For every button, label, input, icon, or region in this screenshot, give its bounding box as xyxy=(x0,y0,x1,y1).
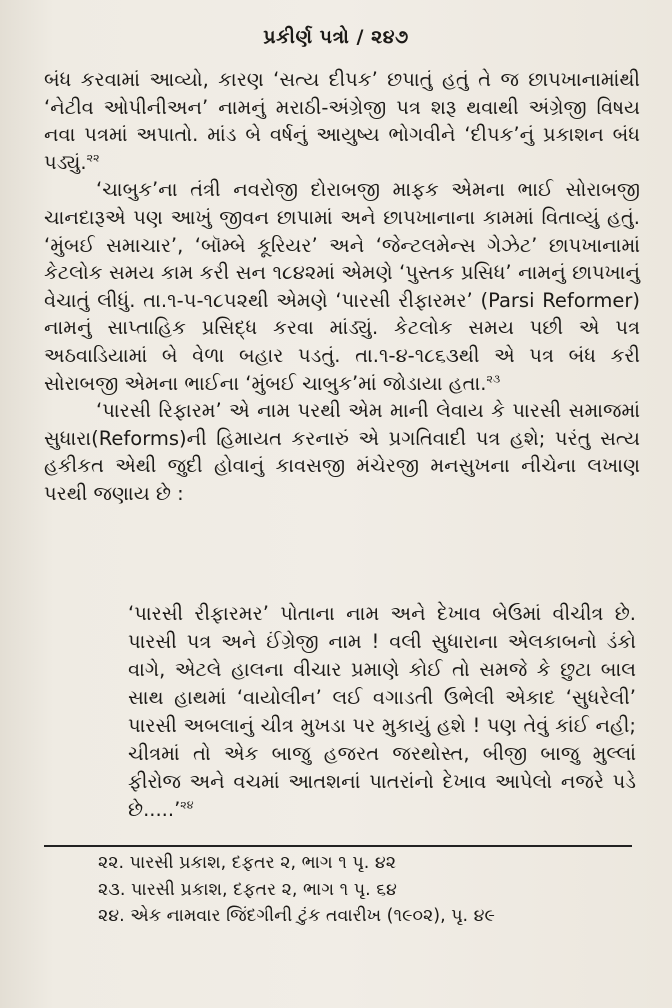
paragraph-1 xyxy=(44,66,640,176)
block-quote-text: ‘પારસી રીફારમર’ પોતાના નામ અને દેખાવ બેઉમાં વીચીત્ર છે. પારસી પત્ર અને ઈંગ્રેજી નામ ! વલી સુધારાના એલકાબનો ડંકો વાગે, એટલે હાલના વીચાર પ્રમાણે કોઈ તો સમજે કે છુટા બાલ સાથ હાથમાં ‘વાયોલીન’ લઈ વગાડતી ઉભેલી એકાદ ‘સુધરેલી’ પારસી અબલાનું ચીત્ર મુખડા પર મુકાયું હશે ! પણ તેવું કાંઈ નહી; ચીત્રમાં તો એક બાજુ હજરત જરથોસ્ત, બીજી બાજુ મુલ્લાં ફીરોજ અને વચમાં આતશનાં પાતરાંનો દેખાવ આપેલો નજરે પડે છે.....’ xyxy=(128,602,636,821)
footnote-ref-24: ૨૪ xyxy=(180,798,194,812)
footnote-24: ૨૪. એક નામવાર જિંદગીની ટુંક તવારીખ (૧૯૦૨), પૃ. ૪૯ xyxy=(98,906,495,926)
body-text xyxy=(44,66,640,508)
paragraph-2 xyxy=(44,176,640,397)
footnote-23: ૨૩. પારસી પ્રકાશ, દફતર ૨, ભાગ ૧ પૃ. ૬૪ xyxy=(98,879,397,900)
paragraph-1-text: બંધ કરવામાં આવ્યો, કારણ ‘સત્ય દીપક’ છપાતું હતું તે જ છાપખાનામાંથી ‘નેટીવ ઓપીનીઅન’ નામનું મરાઠી-અંગ્રેજી પત્ર શરૂ થવાથી અંગ્રેજી વિષય નવા પત્રમાં અપાતો. માંડ બે વર્ષનું આયુષ્ય ભોગવીને ‘દીપક’નું પ્રકાશન બંધ પડ્યું. xyxy=(44,68,640,174)
running-header: પ્રકીર્ણ પત્રો / ૨૪૭ xyxy=(263,26,409,48)
footnote-divider xyxy=(44,845,632,847)
footnotes xyxy=(98,850,638,930)
footnote-22: ૨૨. પારસી પ્રકાશ, દફતર ૨, ભાગ ૧ પૃ. ૪૨ xyxy=(98,853,396,873)
block-quote xyxy=(128,600,636,824)
footnote-ref-22: ૨૨ xyxy=(86,151,100,165)
paragraph-3 xyxy=(44,397,640,507)
paragraph-2-text: ‘ચાબુક’ના તંત્રી નવરોજી દોરાબજી માફક એમના ભાઈ સોરાબજી ચાનદારૂએ પણ આખું જીવન છાપામાં અને છાપખાનાના કામમાં વિતાવ્યું હતું. ‘મુંબઈ સમાચાર’, ‘બૉમ્બે કૂરિયર’ અને ‘જેન્ટલમેન્સ ગેઝેટ’ છાપખાનામાં કેટલોક સમય કામ કરી સન ૧૮૪૨માં એમણે ‘પુસ્તક પ્રસિધ’ નામનું છાપખાનું વેચાતું લીધું. તા.૧-૫-૧૮૫૨થી એમણે ‘પારસી રીફારમર’ (Parsi Reformer) નામનું સાપ્તાહિક પ્રસિદ્ધ કરવા માંડ્યું. કેટલોક સમય પછી એ પત્ર અઠવાડિયામાં બે વેળા બહાર પડતું. તા.૧-૪-૧૮૬૩થી એ પત્ર બંધ કરી સોરાબજી એમના ભાઈના ‘મુંબઈ ચાબુક’માં જોડાયા હતા. xyxy=(44,178,640,395)
footnote-ref-23: ૨૩ xyxy=(486,372,501,386)
paragraph-3-text: ‘પારસી રિફારમ’ એ નામ પરથી એમ માની લેવાય કે પારસી સમાજમાં સુધારા(Reforms)ની હિમાયત કરનારું એ પ્રગતિવાદી પત્ર હશે; પરંતુ સત્ય હકીકત એથી જુદી હોવાનું કાવસજી મંચેરજી મનસુખના નીચેના લખાણ પરથી જણાય છે : xyxy=(44,399,640,505)
